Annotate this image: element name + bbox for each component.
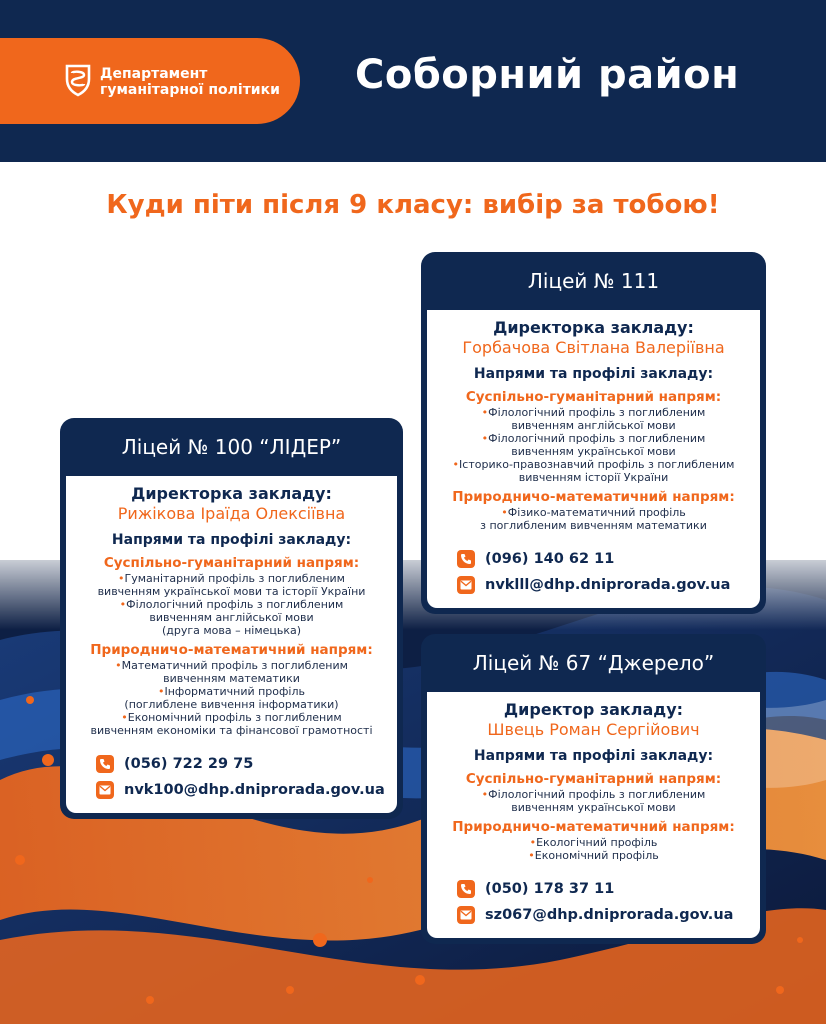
bullet: • [481, 788, 489, 801]
profile-item [72, 611, 391, 624]
bullet: • [118, 572, 125, 585]
directions-list [433, 770, 754, 862]
profile-item [72, 659, 391, 672]
profile-item [433, 419, 754, 432]
page-headline: Куди піти після 9 класу: вибір за тобою! [106, 190, 720, 220]
profiles-label: Напрями та профілі закладу: [111, 532, 352, 548]
email-row[interactable] [457, 572, 754, 598]
phone-icon [457, 880, 475, 898]
email-row[interactable] [457, 902, 754, 928]
phone-icon [457, 550, 475, 568]
profiles-label: Напрями та профілі закладу: [473, 366, 714, 382]
logo-line-2: гуманітарної політики [100, 82, 280, 98]
profile-list [72, 572, 391, 637]
profile-text: Інформатичний профіль [164, 685, 305, 698]
email-icon [457, 576, 475, 594]
bullet: • [157, 685, 165, 698]
profile-item [72, 598, 391, 611]
profile-text: Екологічний профіль [536, 836, 658, 849]
profile-text: (друга мова – німецька) [161, 624, 302, 637]
profile-text: Економічний профіль [534, 849, 659, 862]
profile-text: Філологічний профіль з поглибленим [488, 406, 706, 419]
phone-number: (096) 140 62 11 [485, 551, 615, 567]
email-address: nvk100@dhp.dniprorada.gov.ua [124, 782, 385, 798]
profile-list [433, 788, 754, 814]
profile-item [72, 724, 391, 737]
shield-logo-icon [64, 63, 92, 97]
profile-item [433, 471, 754, 484]
bullet: • [528, 849, 535, 862]
contacts [433, 876, 754, 928]
profile-item [433, 801, 754, 814]
profile-list [433, 506, 754, 532]
profile-item [433, 406, 754, 419]
profile-text: Філологічний профіль з поглибленим [126, 598, 344, 611]
profile-item [433, 788, 754, 801]
bullet: • [115, 659, 122, 672]
profile-item [72, 698, 391, 711]
profile-item [433, 519, 754, 532]
bullet: • [501, 506, 508, 519]
logo-text [100, 66, 280, 98]
profile-text: вивченням англійської мови [149, 611, 314, 624]
district-title: Соборний район [355, 52, 740, 98]
profile-text: Математичний профіль з поглибленим [121, 659, 348, 672]
profile-text: Філологічний профіль з поглибленим [488, 432, 706, 445]
profile-item [433, 458, 754, 471]
profile-text: Гуманітарний профіль з поглибленим [124, 572, 345, 585]
logo-line-1: Департамент [100, 66, 208, 82]
bullet: • [121, 711, 128, 724]
phone-number: (056) 722 29 75 [124, 756, 254, 772]
profile-text: Фізико-математичний профіль [507, 506, 686, 519]
card-title: Ліцей № 111 [527, 269, 660, 293]
profile-text: Філологічний профіль з поглибленим [488, 788, 706, 801]
card-title: Ліцей № 67 “Джерело” [472, 651, 715, 675]
profile-item [433, 445, 754, 458]
contacts [433, 546, 754, 598]
profile-text: Економічний профіль з поглибленим [127, 711, 342, 724]
director-name: Горбачова Світлана Валеріївна [462, 338, 725, 357]
card-title: Ліцей № 100 “ЛІДЕР” [121, 435, 342, 459]
card-body [427, 692, 760, 938]
card-body [427, 310, 760, 608]
direction-heading: Суспільно-гуманітарний напрям: [103, 555, 360, 571]
direction-heading: Природничо-математичний напрям: [452, 819, 735, 835]
profile-list [72, 659, 391, 737]
email-row[interactable] [96, 777, 391, 803]
bullet: • [481, 406, 489, 419]
department-logo [0, 38, 300, 124]
card-body [66, 476, 397, 813]
contacts [72, 751, 391, 803]
school-card-111 [421, 252, 766, 614]
directions-list [433, 388, 754, 532]
email-icon [457, 906, 475, 924]
profile-list [433, 406, 754, 484]
bullet: • [529, 836, 537, 849]
bullet: • [481, 432, 489, 445]
profile-text: вивченням англійської мови [511, 419, 676, 432]
profile-item [433, 432, 754, 445]
bullet: • [119, 598, 127, 611]
director-name: Рижікова Іраїда Олексіївна [117, 504, 346, 523]
email-address: nvklll@dhp.dniprorada.gov.ua [485, 577, 731, 593]
profile-item [433, 836, 754, 849]
school-card-67 [421, 634, 766, 944]
director-label: Директорка закладу: [131, 484, 332, 503]
school-card-100 [60, 418, 403, 819]
profile-item [72, 711, 391, 724]
director-name: Швець Роман Сергійович [487, 720, 700, 739]
profile-item [433, 849, 754, 862]
director-label: Директорка закладу: [493, 318, 694, 337]
direction-heading: Природничо-математичний напрям: [452, 489, 735, 505]
direction-heading: Суспільно-гуманітарний напрям: [465, 389, 722, 405]
profile-text: вивченням української мови та історії України [97, 585, 366, 598]
phone-row[interactable] [457, 876, 754, 902]
profile-item [72, 685, 391, 698]
profile-item [72, 624, 391, 637]
profile-item [72, 672, 391, 685]
phone-row[interactable] [457, 546, 754, 572]
email-address: sz067@dhp.dniprorada.gov.ua [485, 907, 734, 923]
profile-text: з поглибленим вивченням математики [480, 519, 707, 532]
profile-item [72, 572, 391, 585]
phone-number: (050) 178 37 11 [485, 881, 615, 897]
direction-heading: Суспільно-гуманітарний напрям: [465, 771, 722, 787]
directions-list [72, 554, 391, 737]
profile-list [433, 836, 754, 862]
profile-text: вивченням математики [163, 672, 300, 685]
profile-text: Історико-правознавчий профіль з поглибленим [459, 458, 735, 471]
direction-heading: Природничо-математичний напрям: [90, 642, 373, 658]
bullet: • [452, 458, 460, 471]
profile-text: (поглиблене вивчення інформатики) [124, 698, 339, 711]
profile-text: вивченням історії України [518, 471, 669, 484]
phone-icon [96, 755, 114, 773]
profile-text: вивченням економіки та фінансової грамотності [90, 724, 373, 737]
email-icon [96, 781, 114, 799]
profile-item [72, 585, 391, 598]
phone-row[interactable] [96, 751, 391, 777]
director-label: Директор закладу: [503, 700, 684, 719]
profile-text: вивченням української мови [511, 445, 676, 458]
profile-item [433, 506, 754, 519]
profile-text: вивченням української мови [511, 801, 676, 814]
profiles-label: Напрями та профілі закладу: [473, 748, 714, 764]
